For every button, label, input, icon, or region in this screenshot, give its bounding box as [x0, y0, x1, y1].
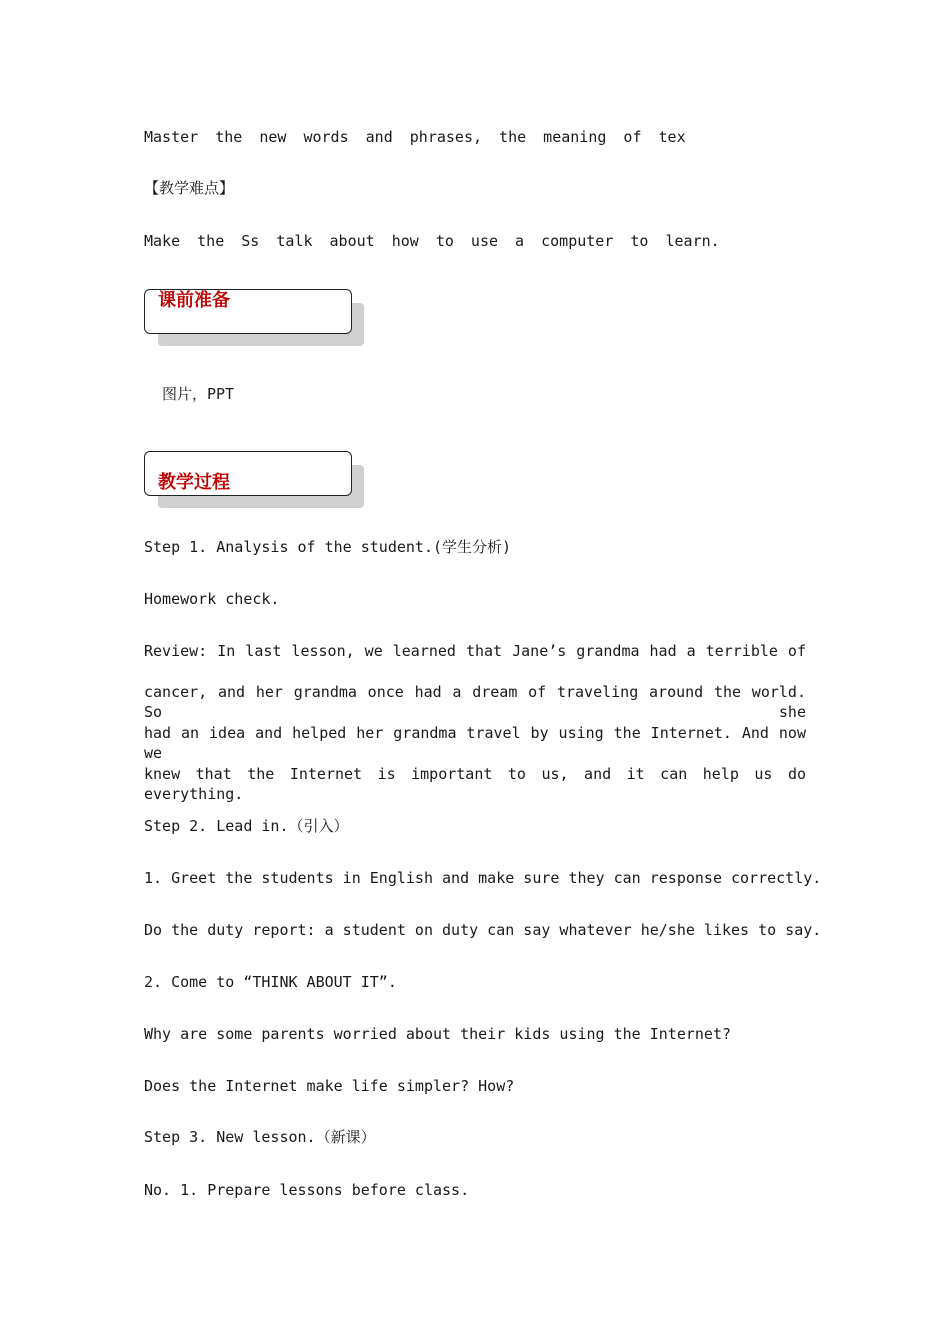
- materials-line: 图片，PPT: [162, 385, 235, 403]
- step3-line: Step 3. New lesson.（新课）: [144, 1128, 376, 1146]
- greet-line: 1. Greet the students in English and make sure they can response correctly.: [144, 869, 822, 887]
- homework-line: Homework check.: [144, 590, 280, 608]
- heading-box-prep: [144, 289, 352, 334]
- question-does-line: Does the Internet make life simpler? How?: [144, 1077, 515, 1095]
- duty-line: Do the duty report: a student on duty can say whatever he/she likes to say.: [144, 921, 822, 939]
- review-line-4: knew that the Internet is important to us, and it can help us do everything.: [144, 765, 806, 803]
- step2-line: Step 2. Lead in.（引入）: [144, 817, 349, 835]
- review-paragraph: [144, 641, 806, 805]
- section-title-difficulty: 【教学难点】: [144, 179, 235, 197]
- heading-box-process: [144, 451, 352, 496]
- no1-line: No. 1. Prepare lessons before class.: [144, 1181, 470, 1199]
- heading-prep: 课前准备: [158, 290, 230, 311]
- review-line-3: had an idea and helped her grandma travel by using the Internet. And now we: [144, 724, 806, 762]
- review-line-1: Review: In last lesson, we learned that Jane’s grandma had a terrible of: [144, 642, 806, 660]
- difficulty-line: Make the Ss talk about how to use a computer to learn.: [144, 232, 720, 250]
- objective-line: Master the new words and phrases, the meaning of tex: [144, 128, 686, 146]
- review-line-2: cancer, and her grandma once had a dream of traveling around the world. So she: [144, 683, 806, 721]
- come-line: 2. Come to “THINK ABOUT IT”.: [144, 973, 397, 991]
- heading-process: 教学过程: [158, 472, 230, 493]
- step1-line: Step 1. Analysis of the student.(学生分析): [144, 538, 512, 556]
- question-why-line: Why are some parents worried about their kids using the Internet?: [144, 1025, 731, 1043]
